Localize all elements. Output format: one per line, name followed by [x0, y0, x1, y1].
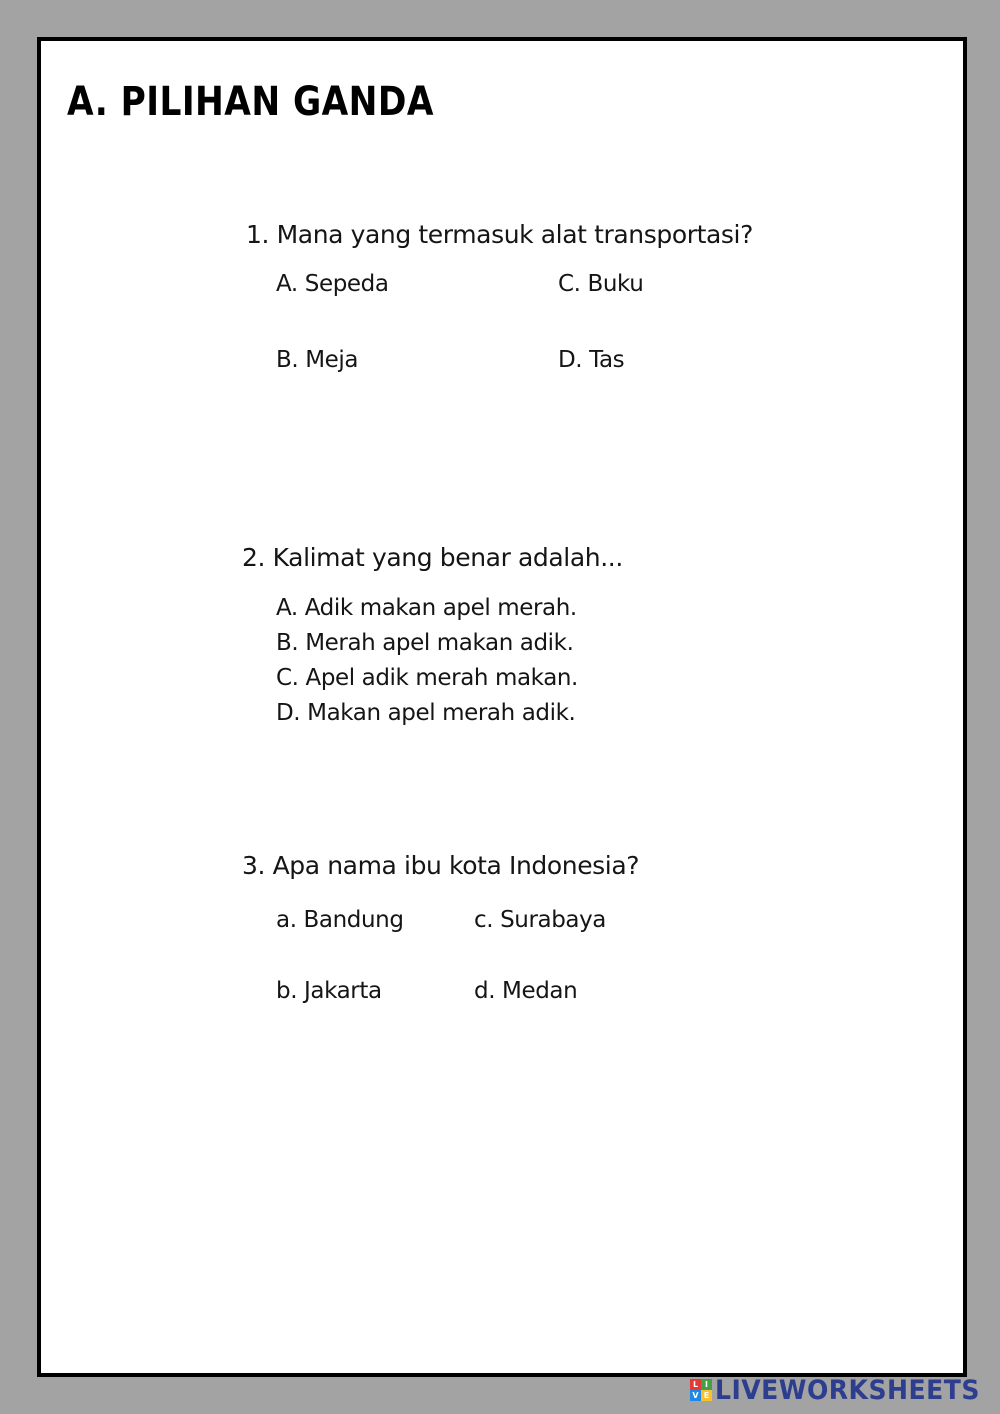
question-2-option-c[interactable]: C. Apel adik merah makan. — [276, 665, 578, 691]
question-1-option-a[interactable]: A. Sepeda — [276, 271, 389, 297]
question-1-option-d[interactable]: D. Tas — [558, 347, 625, 373]
logo-letter-i: I — [701, 1379, 712, 1390]
question-2-option-b[interactable]: B. Merah apel makan adik. — [276, 630, 574, 656]
question-2-text: 2. Kalimat yang benar adalah... — [242, 543, 623, 572]
logo-letter-v: V — [690, 1390, 701, 1401]
question-3-text: 3. Apa nama ibu kota Indonesia? — [242, 851, 640, 880]
liveworksheets-logo-text: LIVEWORKSHEETS — [715, 1374, 980, 1406]
question-3-option-a[interactable]: a. Bandung — [276, 907, 404, 933]
liveworksheets-watermark — [690, 1374, 1000, 1406]
question-3-option-c[interactable]: c. Surabaya — [474, 907, 606, 933]
logo-letter-l: L — [690, 1379, 701, 1390]
question-1-option-b[interactable]: B. Meja — [276, 347, 359, 373]
question-3-option-d[interactable]: d. Medan — [474, 978, 578, 1004]
worksheet-page — [37, 37, 967, 1377]
question-1-option-c[interactable]: C. Buku — [558, 271, 644, 297]
liveworksheets-logo-icon — [690, 1379, 712, 1401]
question-2-option-a[interactable]: A. Adik makan apel merah. — [276, 595, 577, 621]
question-2-option-d[interactable]: D. Makan apel merah adik. — [276, 700, 576, 726]
logo-letter-e: E — [701, 1390, 712, 1401]
question-3-option-b[interactable]: b. Jakarta — [276, 978, 382, 1004]
section-title: A. PILIHAN GANDA — [67, 79, 434, 125]
question-1-text: 1. Mana yang termasuk alat transportasi? — [246, 220, 753, 249]
